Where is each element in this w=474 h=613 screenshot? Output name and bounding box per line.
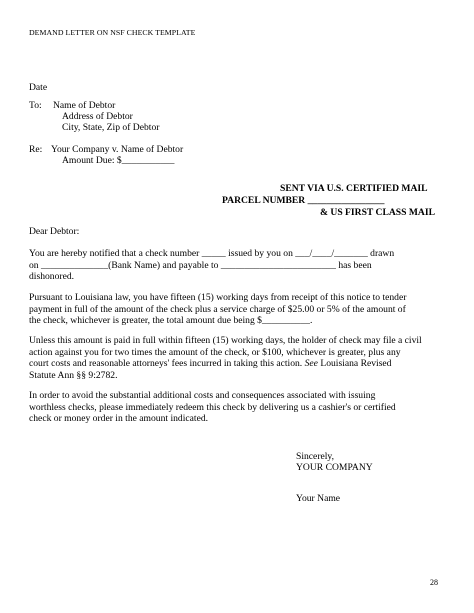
paragraph-civil-action (29, 335, 422, 381)
paragraph-law-line: payment in full of the amount of the check plus a service charge of $25.00 or 5% of the amount of (29, 303, 406, 315)
paragraph-law-line: Pursuant to Louisiana law, you have fifteen (15) working days from receipt of this notice to tender (29, 292, 407, 303)
re-label: Re: (29, 144, 43, 155)
paragraph-redeem-line: worthless checks, please immediately redeem this check by delivering us a cashier's or certified (29, 401, 396, 413)
paragraph-redeem (29, 390, 396, 425)
civil-line-text: court costs and reasonable attorneys' fees incurred in taking this action. (29, 358, 303, 370)
paragraph-civil-line: Unless this amount is paid in full within fifteen (15) working days, the holder of check may file a civil (29, 335, 422, 346)
signer-name: Your Name (296, 493, 341, 504)
paragraph-notice-line: You are hereby notified that a check number _____ issued by you on ___/____/_______ drawn (29, 248, 395, 259)
paragraph-law-line: the check, whichever is greater, the total amount due being $__________. (29, 315, 313, 327)
civil-line-end: Louisiana Revised (320, 358, 392, 370)
debtor-address: Address of Debtor (62, 111, 133, 122)
paragraph-civil-line: action against you for two times the amount of the check, or $100, whichever is greater, plus any (29, 346, 401, 358)
debtor-city-state-zip: City, State, Zip of Debtor (62, 122, 160, 133)
paragraph-notice (29, 248, 394, 283)
see-citation: See (304, 358, 318, 370)
paragraph-redeem-line: In order to avoid the substantial additional costs and consequences associated with issuing (29, 390, 376, 401)
template-title: DEMAND LETTER ON NSF CHECK TEMPLATE (29, 28, 196, 37)
first-class-mail-line: & US FIRST CLASS MAIL (320, 207, 435, 218)
paragraph-civil-line (29, 358, 422, 370)
paragraph-civil-line: Statute Ann §§ 9:2782. (29, 369, 118, 381)
sincerely: Sincerely, (296, 451, 335, 462)
salutation: Dear Debtor: (29, 226, 80, 237)
paragraph-notice-line: on ______________(Bank Name) and payable to ________________________ has been (29, 259, 372, 271)
page-number: 28 (430, 578, 438, 587)
paragraph-notice-line: dishonored. (29, 271, 75, 283)
re-case: Your Company v. Name of Debtor (51, 144, 184, 155)
to-label: To: (29, 100, 42, 111)
paragraph-redeem-line: check or money order in the amount indicated. (29, 413, 209, 425)
paragraph-law (29, 292, 406, 327)
certified-mail-line: SENT VIA U.S. CERTIFIED MAIL (280, 183, 428, 194)
company-name: YOUR COMPANY (296, 462, 373, 473)
parcel-number-line: PARCEL NUMBER ________________ (222, 195, 385, 206)
amount-due: Amount Due: $___________ (62, 155, 175, 166)
date-label: Date (29, 82, 48, 93)
debtor-name: Name of Debtor (53, 100, 116, 111)
